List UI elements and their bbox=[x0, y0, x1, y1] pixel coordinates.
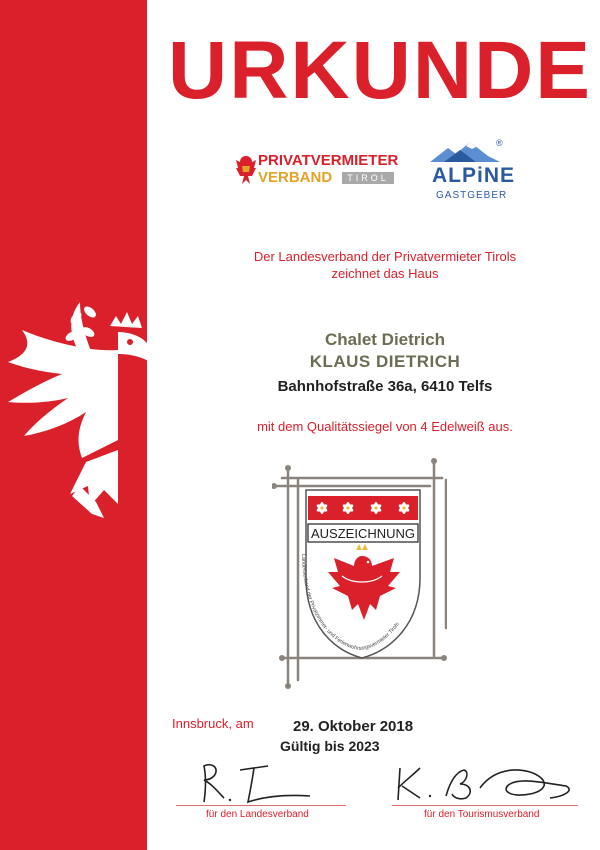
signature-left bbox=[190, 758, 330, 808]
eagle-logo-icon bbox=[236, 154, 256, 188]
intro-line-1: Der Landesverband der Privatvermieter Tirols bbox=[253, 249, 517, 264]
owner-name: KLAUS DIETRICH bbox=[309, 352, 461, 371]
verband-wordmark: VERBAND bbox=[258, 169, 333, 186]
mountain-icon bbox=[430, 140, 500, 164]
registered-mark: ® bbox=[496, 138, 503, 148]
award-text: mit dem Qualitätssiegel von 4 Edelweiß aus. bbox=[257, 419, 513, 434]
tirol-tag: TIROL bbox=[342, 172, 394, 184]
signature-line-left bbox=[176, 805, 346, 806]
signature-line-right bbox=[392, 805, 578, 806]
document-title: URKUNDE bbox=[168, 25, 592, 116]
seal-label: AUSZEICHNUNG bbox=[310, 526, 416, 541]
seal-ring-text: Landesverband der Privatzimmer- und Ferienwohnungsvermieter Tirols bbox=[299, 554, 401, 653]
intro-line-2: zeichnet das Haus bbox=[331, 266, 439, 281]
alpine-wordmark: ALPiNE bbox=[432, 164, 516, 187]
place-label: Innsbruck, am bbox=[172, 716, 254, 731]
gastgeber-wordmark: GASTGEBER bbox=[436, 190, 508, 201]
privatvermieter-wordmark: PRIVATVERMIETER bbox=[258, 152, 399, 169]
validity: Gültig bis 2023 bbox=[280, 738, 380, 754]
address: Bahnhofstraße 36a, 6410 Telfs bbox=[277, 378, 493, 395]
signature-right bbox=[390, 760, 580, 810]
award-seal bbox=[272, 458, 447, 690]
issue-date: 29. Oktober 2018 bbox=[293, 718, 414, 735]
tyrolean-eagle-emblem bbox=[0, 290, 150, 550]
house-name: Chalet Dietrich bbox=[325, 330, 445, 349]
signature-caption-right: für den Tourismusverband bbox=[424, 809, 540, 820]
signature-caption-left: für den Landesverband bbox=[206, 809, 309, 820]
